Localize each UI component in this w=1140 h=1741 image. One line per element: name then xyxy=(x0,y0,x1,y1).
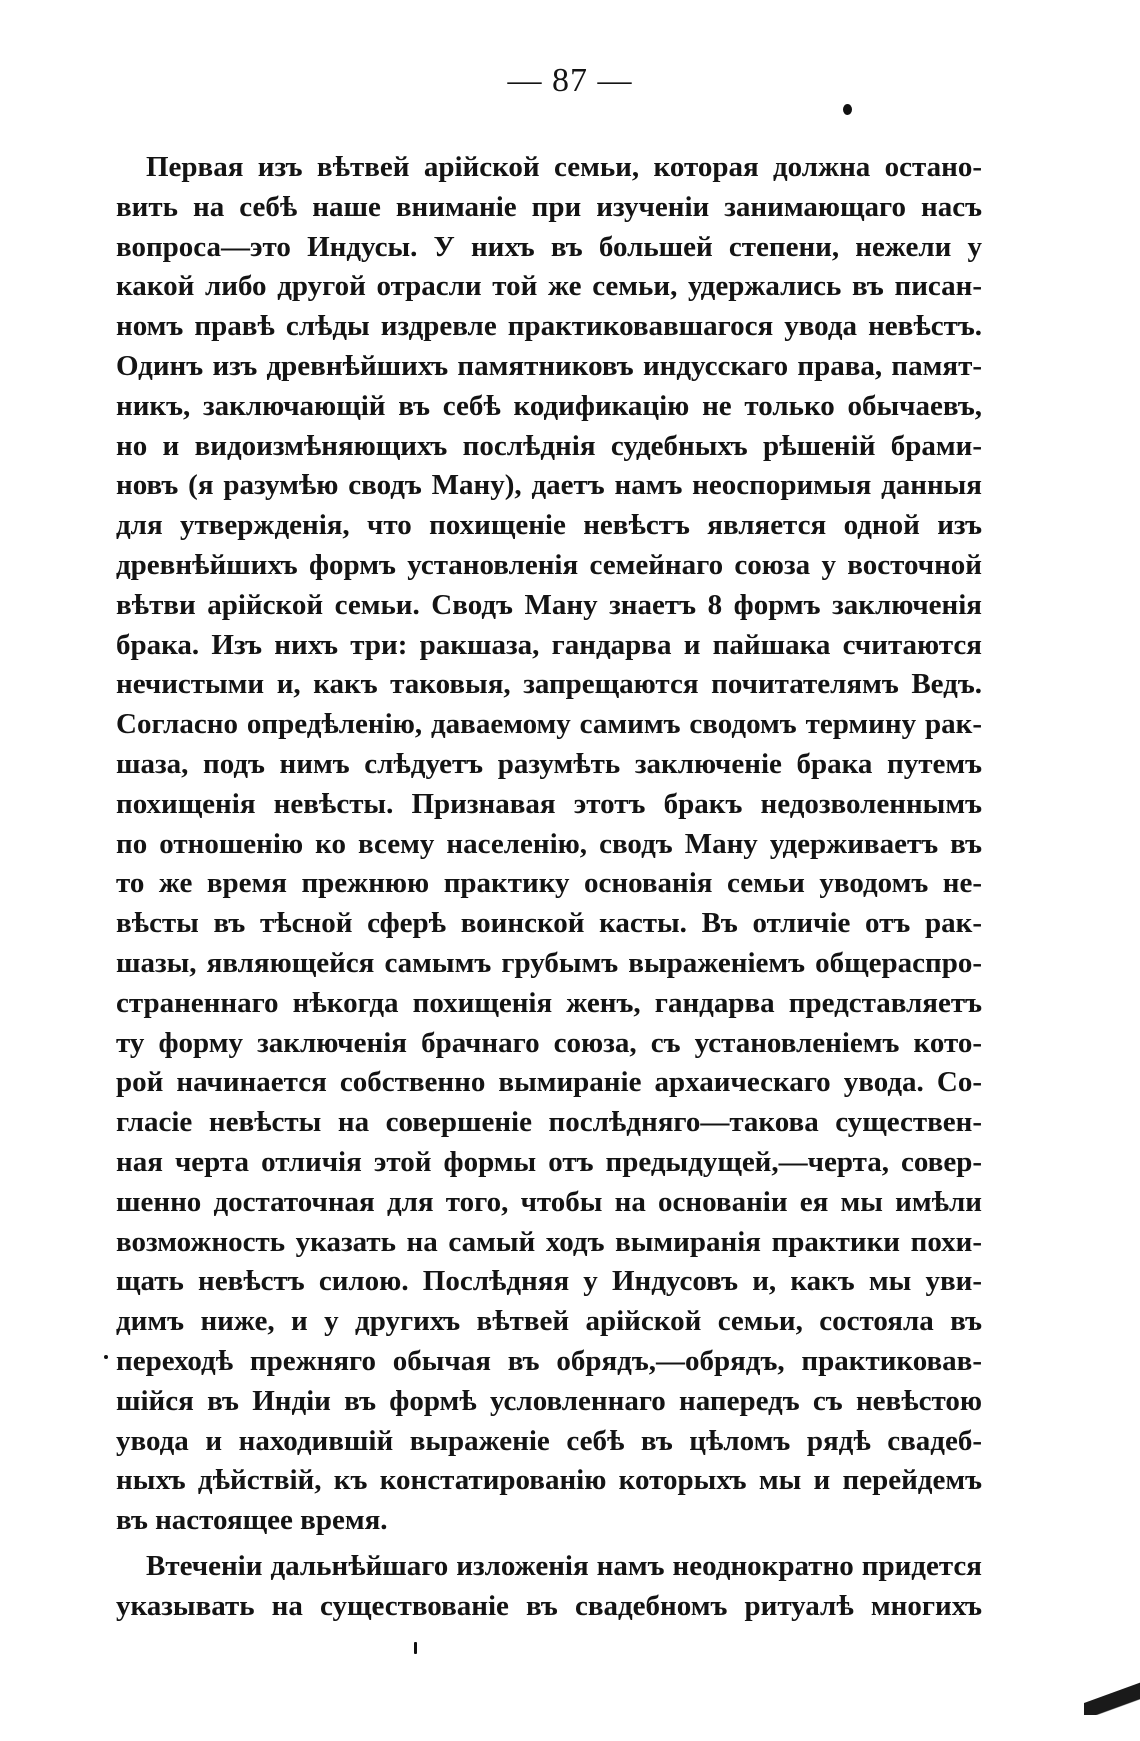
text-line: нечистыми и, какъ таковыя, запрещаются почитателямъ Ведъ. xyxy=(116,668,982,701)
text-line: но и видоизмѣняющихъ послѣднія судебныхъ рѣшеній брами- xyxy=(116,429,982,462)
text-line: номъ правѣ слѣды издревле практиковавшагося увода невѣстъ. xyxy=(116,310,982,343)
print-speck xyxy=(104,1355,108,1359)
text-line: щать невѣстъ силою. Послѣдняя у Индусовъ и, какъ мы уви- xyxy=(116,1265,982,1298)
text-line: похищенія невѣсты. Признавая этотъ бракъ недозволеннымъ xyxy=(116,787,982,820)
text-line: Первая изъ вѣтвей арійской семьи, которая должна остано- xyxy=(146,151,982,183)
paragraph-2 xyxy=(116,1547,982,1627)
text-line: древнѣйшихъ формъ установленія семейнаго союза у восточной xyxy=(116,548,982,581)
text-line: рой начинается собственно вымираніе архаическаго увода. Со- xyxy=(116,1066,982,1099)
text-line: переходѣ прежняго обычая въ обрядъ,—обрядъ, практиковав- xyxy=(116,1344,982,1377)
text-line: то же время прежнюю практику основанія семьи уводомъ не- xyxy=(116,867,982,900)
text-line: вѣсты въ тѣсной сферѣ воинской касты. Въ отличіе отъ рак- xyxy=(116,907,982,940)
text-line: страненнаго нѣкогда похищенія женъ, гандарва представляетъ xyxy=(116,986,982,1019)
text-line: вѣтви арійской семьи. Сводъ Ману знаетъ 8 формъ заключенія xyxy=(116,588,982,621)
text-line: вопроса—это Индусы. У нихъ въ большей степени, нежели у xyxy=(116,230,982,263)
text-line: въ настоящее время. xyxy=(116,1504,388,1537)
text-line: для утвержденія, что похищеніе невѣстъ является одной изъ xyxy=(116,509,982,542)
text-line: Согласно опредѣленію, даваемому самимъ сводомъ термину рак- xyxy=(116,708,982,741)
paragraph-1 xyxy=(116,148,982,1541)
text-line: Одинъ изъ древнѣйшихъ памятниковъ индусскаго права, памят- xyxy=(116,349,982,382)
text-line: вить на себѣ наше вниманіе при изученіи занимающаго насъ xyxy=(116,190,982,223)
text-line: димъ ниже, и у другихъ вѣтвей арійской семьи, состояла въ xyxy=(116,1305,982,1338)
ink-smudge xyxy=(1084,1681,1140,1715)
text-line: новъ (я разумѣю сводъ Ману), даетъ намъ неоспоримыя данныя xyxy=(116,469,982,502)
print-speck xyxy=(414,1642,417,1654)
text-line: никъ, заключающій въ себѣ кодификацію не только обычаевъ, xyxy=(116,389,982,422)
text-line: ныхъ дѣйствій, къ констатированію которыхъ мы и перейдемъ xyxy=(116,1464,982,1497)
print-speck xyxy=(843,104,852,115)
text-line: шазы, являющейся самымъ грубымъ выраженіемъ общераспро- xyxy=(116,946,982,979)
text-line: по отношенію ко всему населенію, сводъ Ману удерживаетъ въ xyxy=(116,827,982,860)
body-text xyxy=(116,148,982,1626)
text-line: ная черта отличія этой формы отъ предыдущей,—черта, совер- xyxy=(116,1145,982,1178)
text-line: ту форму заключенія брачнаго союза, съ установленіемъ кото- xyxy=(116,1026,982,1059)
text-line: гласіе невѣсты на совершеніе послѣдняго—такова существен- xyxy=(116,1106,982,1139)
text-line: возможность указать на самый ходъ вымиранія практики похи- xyxy=(116,1225,982,1258)
text-line: шенно достаточная для того, чтобы на основаніи ея мы имѣли xyxy=(116,1185,982,1218)
text-line: Втеченіи дальнѣйшаго изложенія намъ неоднократно придется xyxy=(146,1549,982,1582)
text-line: шаза, подъ нимъ слѣдуетъ разумѣть заключеніе брака путемъ xyxy=(116,747,982,780)
text-line: указывать на существованіе въ свадебномъ ритуалѣ многихъ xyxy=(116,1589,982,1622)
text-line: какой либо другой отрасли той же семьи, удержались въ писан- xyxy=(116,270,982,303)
text-line: брака. Изъ нихъ три: ракшаза, гандарва и пайшака считаются xyxy=(116,628,982,661)
text-line: увода и находившій выраженіе себѣ въ цѣломъ рядѣ свадеб- xyxy=(116,1424,982,1457)
page-number: — 87 — xyxy=(507,62,633,99)
text-line: шійся въ Индіи въ формѣ условленнаго напередъ съ невѣстою xyxy=(116,1384,982,1417)
